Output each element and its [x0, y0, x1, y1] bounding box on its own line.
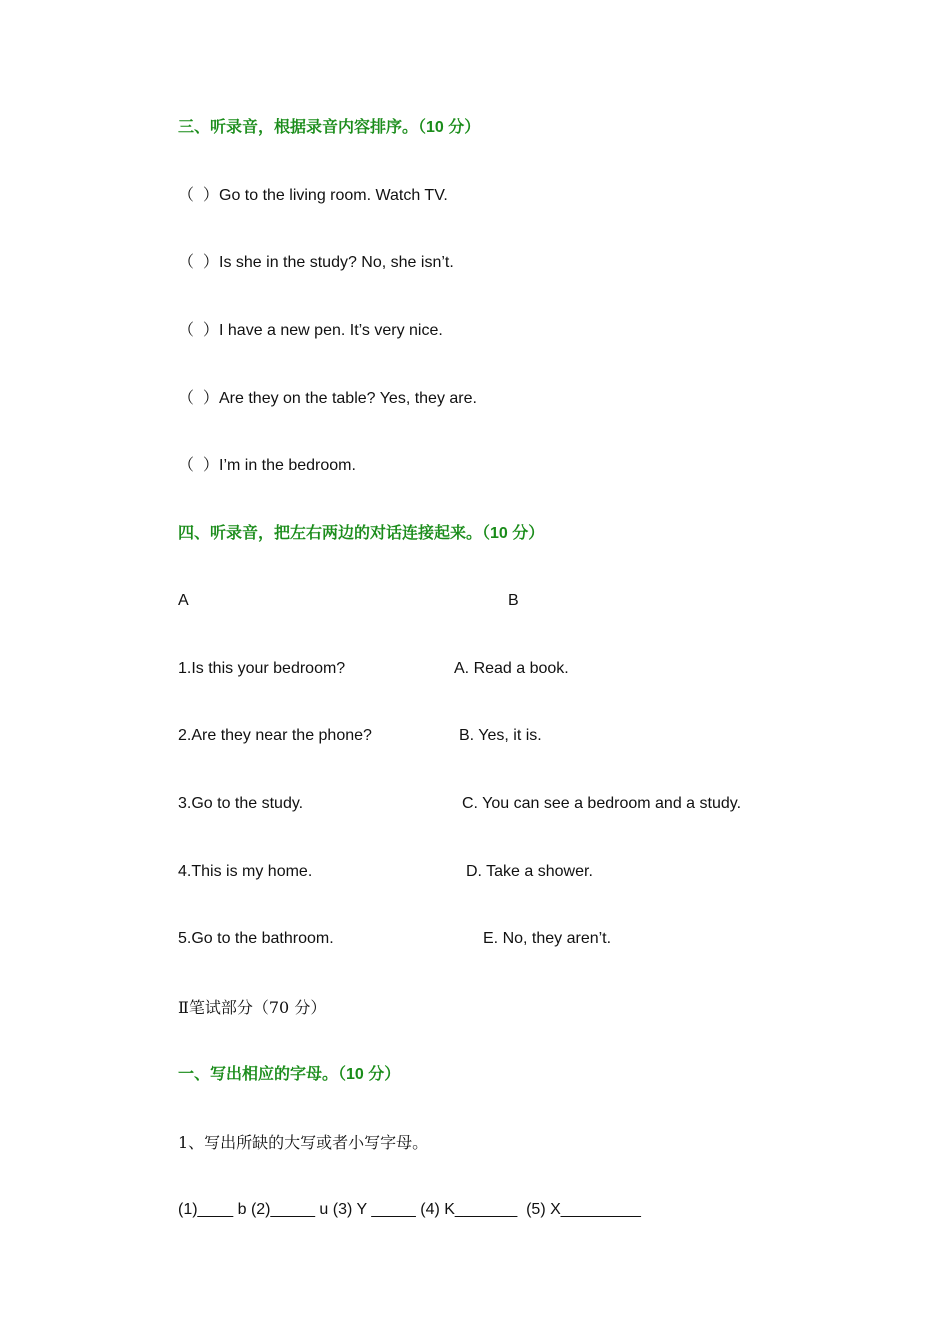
ordering-item-text: Is she in the study? No, she isn’t. — [219, 254, 454, 271]
ordering-item — [178, 456, 356, 476]
answer-bracket: （ ） — [178, 457, 219, 474]
section1-instruction: 1、写出所缺的大写或者小写字母。 — [178, 1133, 429, 1152]
answer-bracket: （ ） — [178, 390, 219, 407]
match-right-item: B. Yes, it is. — [459, 727, 542, 744]
match-left-item: 4.This is my home. — [178, 863, 313, 880]
match-right-item: C. You can see a bedroom and a study. — [462, 795, 742, 812]
match-left-item: 3.Go to the study. — [178, 795, 304, 812]
section1-heading: 一、写出相应的字母。（10 分） — [178, 1066, 401, 1083]
match-right-item: D. Take a shower. — [466, 863, 593, 880]
answer-bracket: （ ） — [178, 322, 219, 339]
match-left-item: 1.Is this your bedroom? — [178, 660, 346, 677]
match-left-item: 5.Go to the bathroom. — [178, 930, 334, 947]
ordering-item-text: Go to the living room. Watch TV. — [219, 187, 448, 204]
section3-heading: 三、听录音，根据录音内容排序。（10 分） — [178, 119, 481, 136]
letter-blanks: (1)____ b (2)_____ u (3) Y _____ (4) K_______ (5) X_________ — [178, 1201, 641, 1218]
ordering-item-text: I have a new pen. It’s very nice. — [219, 322, 443, 339]
column-b-label: B — [508, 592, 519, 609]
ordering-item — [178, 253, 454, 273]
match-left-item: 2.Are they near the phone? — [178, 727, 372, 744]
answer-bracket: （ ） — [178, 254, 219, 271]
answer-bracket: （ ） — [178, 187, 219, 204]
column-a-label: A — [178, 592, 189, 609]
section4-heading: 四、听录音，把左右两边的对话连接起来。（10 分） — [178, 525, 545, 542]
ordering-item — [178, 186, 448, 206]
ordering-item — [178, 389, 477, 409]
ordering-item-text: Are they on the table? Yes, they are. — [219, 390, 477, 407]
part2-title: Ⅱ笔试部分（70 分） — [178, 998, 327, 1017]
match-right-item: A. Read a book. — [454, 660, 569, 677]
match-right-item: E. No, they aren’t. — [483, 930, 612, 947]
ordering-item-text: I’m in the bedroom. — [219, 457, 356, 474]
ordering-item — [178, 321, 443, 341]
